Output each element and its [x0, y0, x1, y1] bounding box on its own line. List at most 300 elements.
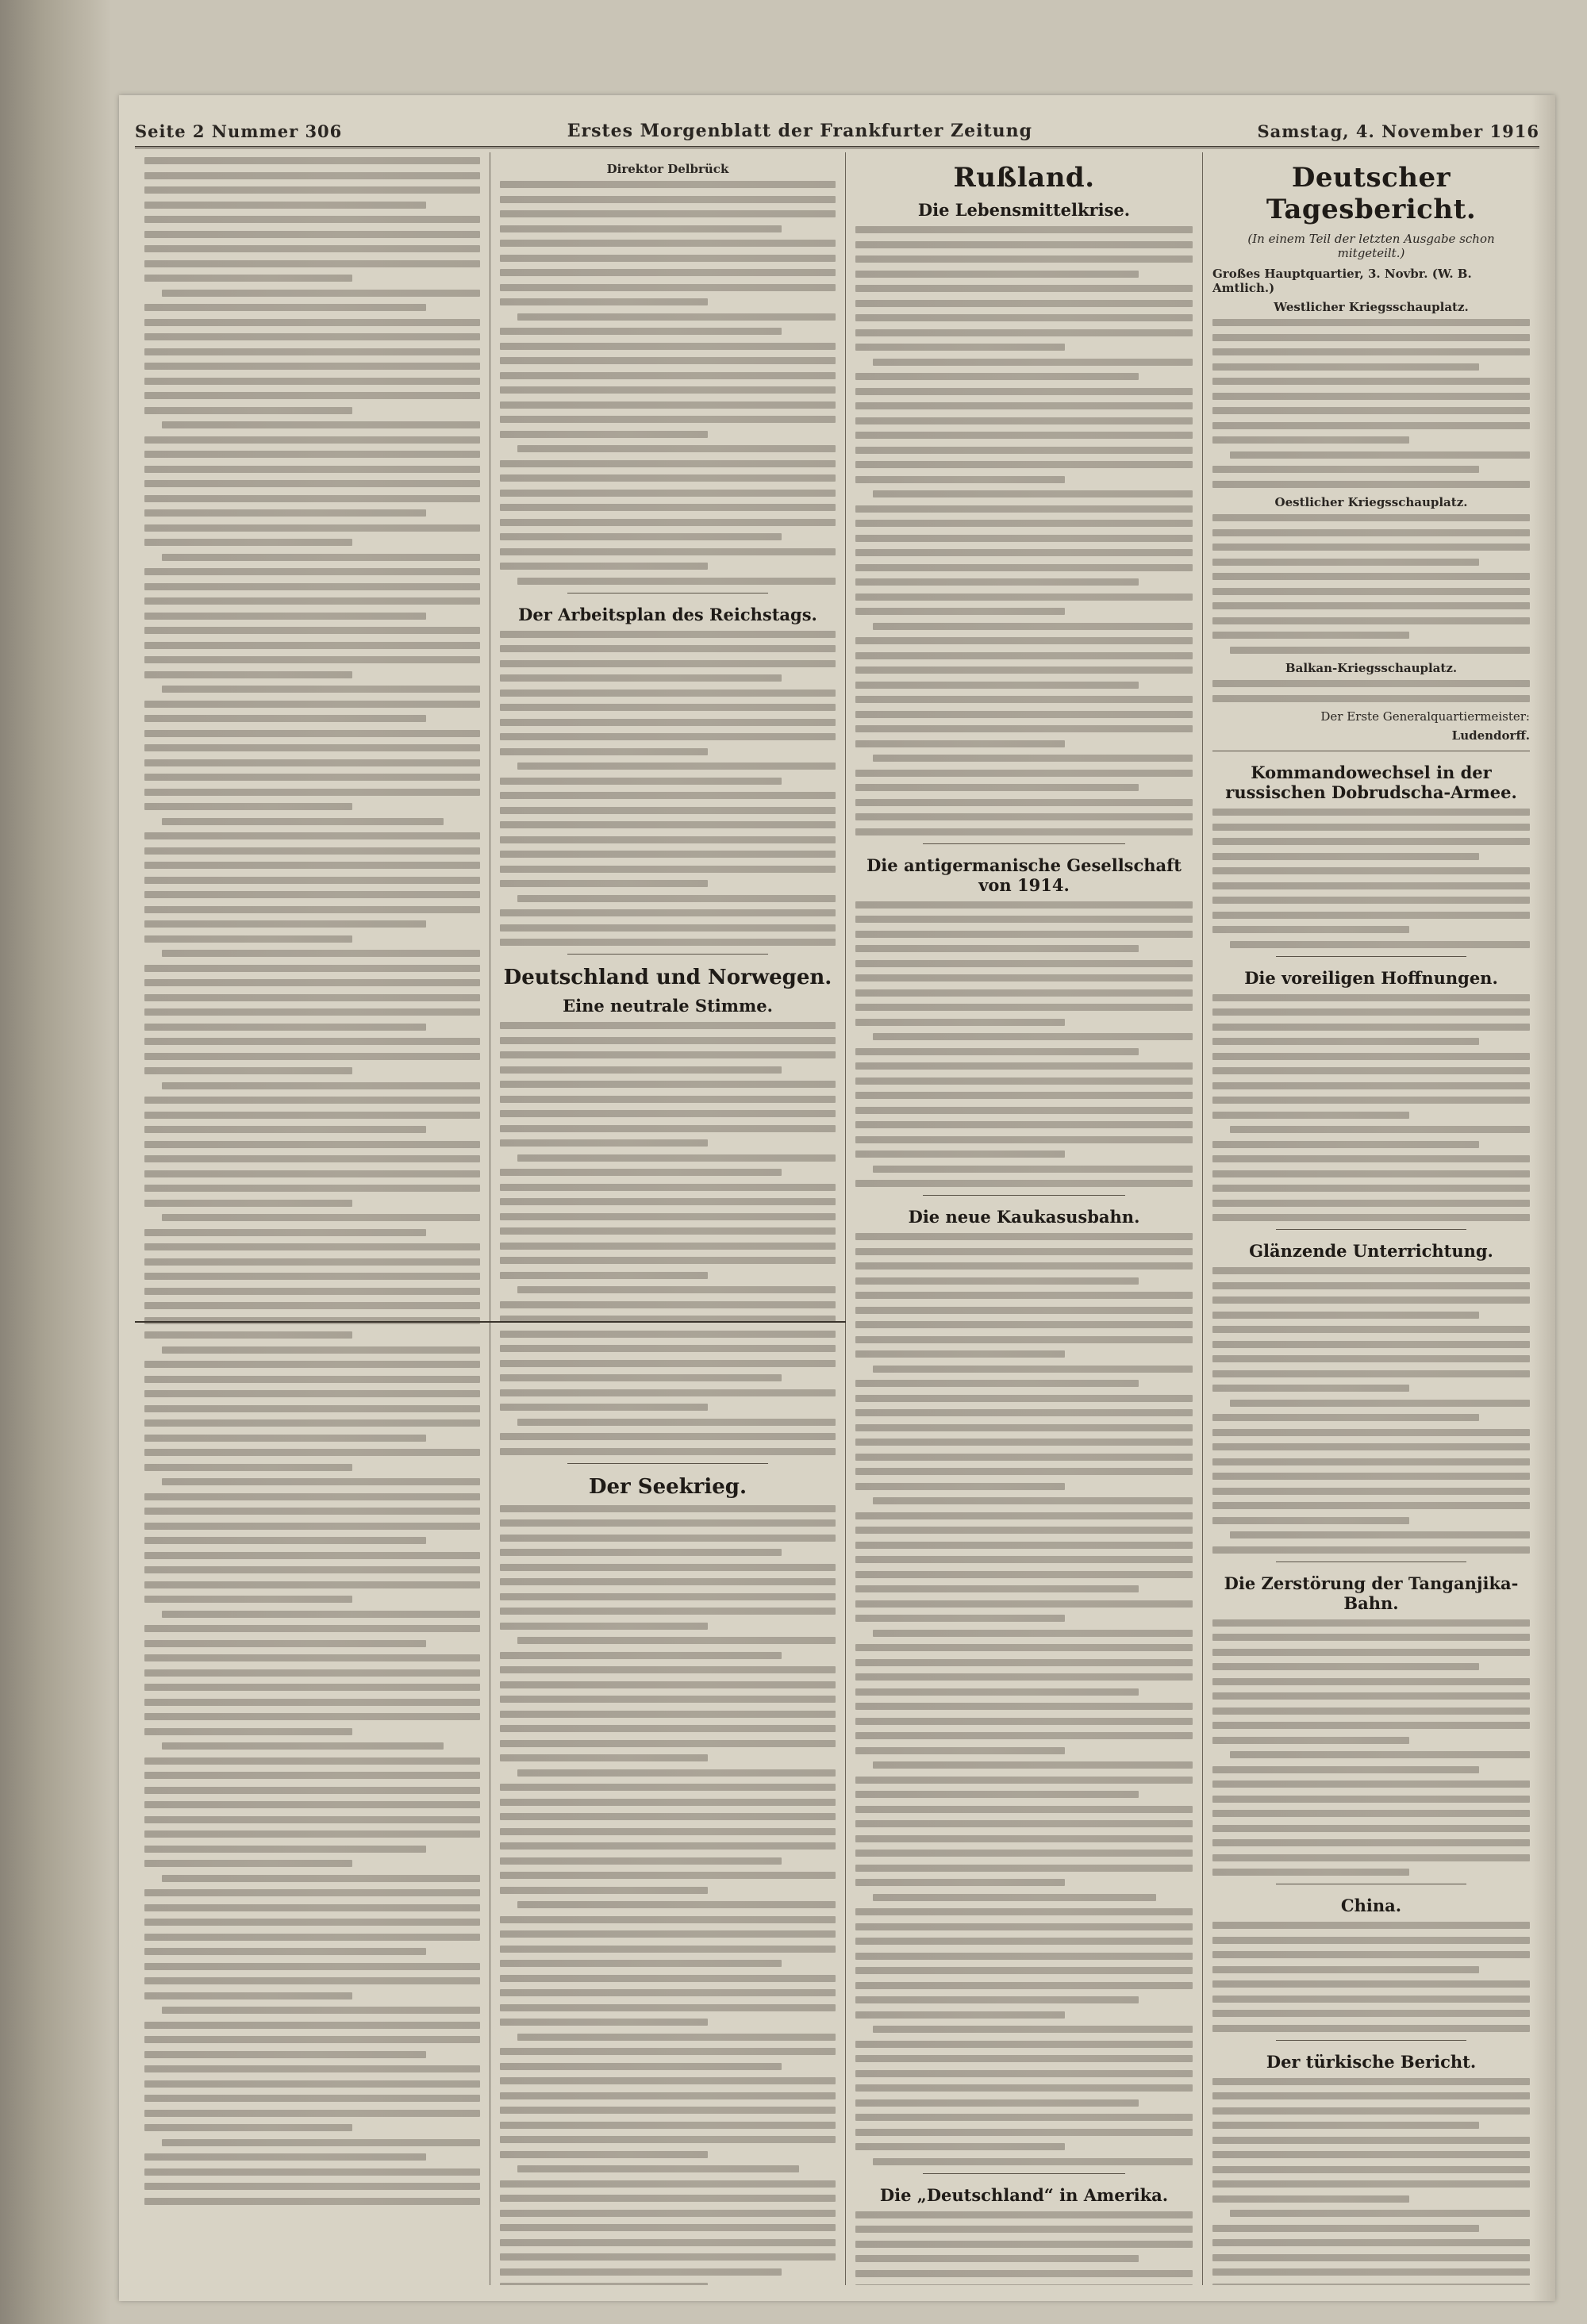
text-line — [855, 1336, 1193, 1343]
column-2-text-d — [500, 1505, 836, 2286]
text-line — [1212, 559, 1479, 566]
text-line — [855, 2143, 1065, 2150]
text-line — [144, 920, 426, 928]
text-line — [1212, 1951, 1530, 1958]
text-line — [855, 447, 1193, 454]
text-line — [855, 1233, 1193, 1240]
text-line — [500, 880, 708, 887]
text-line — [855, 682, 1139, 689]
book-binding-gutter — [0, 0, 111, 2324]
column-4-text-h — [1212, 1922, 1530, 2032]
text-line — [144, 2051, 426, 2058]
text-line — [144, 2022, 480, 2029]
text-line — [1212, 573, 1530, 580]
text-line — [1212, 1619, 1530, 1627]
text-line — [855, 1644, 1193, 1651]
text-line — [500, 1916, 836, 1923]
text-line — [144, 1699, 480, 1706]
divider — [1276, 2040, 1466, 2041]
text-line — [855, 1879, 1065, 1886]
text-line — [144, 583, 480, 590]
text-line — [500, 401, 836, 409]
text-line — [1230, 647, 1530, 654]
headline-tagesbericht: Deutscher Tagesbericht. — [1266, 162, 1477, 225]
text-line — [1212, 588, 1530, 595]
text-line — [500, 548, 836, 555]
text-line — [144, 407, 352, 414]
text-line — [144, 378, 480, 385]
text-line — [144, 759, 480, 766]
text-line — [1212, 1008, 1530, 1016]
text-line — [1212, 466, 1479, 473]
text-line — [500, 519, 836, 526]
text-line — [144, 1801, 480, 1808]
text-line — [144, 1449, 480, 1456]
text-line — [500, 2224, 836, 2231]
text-line — [1212, 2078, 1530, 2085]
headline-arbeitsplan: Der Arbeitsplan des Reichstags. — [518, 604, 817, 624]
text-line — [1212, 853, 1479, 860]
column-4-text-i — [1212, 2078, 1530, 2286]
text-line — [1212, 2166, 1530, 2173]
text-line — [162, 818, 444, 825]
text-line — [162, 1875, 480, 1882]
text-line — [1212, 2107, 1530, 2115]
text-line — [500, 416, 836, 423]
headline-kaukasusbahn: Die neue Kaukasusbahn. — [908, 1207, 1140, 1227]
text-line — [517, 445, 836, 452]
text-line — [855, 1865, 1193, 1872]
text-line — [144, 1435, 426, 1442]
text-line — [1212, 1796, 1530, 1803]
text-line — [517, 313, 836, 321]
text-line — [144, 275, 352, 282]
text-line — [855, 799, 1193, 806]
text-line — [500, 1519, 836, 1527]
text-line — [500, 1213, 836, 1220]
newspaper-page — [119, 95, 1555, 2301]
text-line — [1212, 422, 1530, 429]
text-line — [1212, 544, 1530, 551]
text-line — [1212, 1038, 1479, 1045]
text-line — [855, 1835, 1193, 1842]
text-line — [873, 623, 1193, 630]
text-line — [1230, 1751, 1530, 1758]
text-line — [855, 1092, 1193, 1099]
text-line — [1212, 680, 1530, 687]
divider — [923, 1195, 1125, 1196]
text-line — [500, 1754, 708, 1761]
text-line — [855, 1967, 1193, 1974]
text-line — [517, 1901, 836, 1908]
text-line — [855, 1982, 1193, 1989]
text-line — [500, 1652, 782, 1659]
text-line — [855, 711, 1193, 718]
text-line — [517, 1637, 836, 1644]
text-line — [144, 539, 352, 546]
text-line — [855, 2270, 1193, 2277]
text-line — [500, 1066, 782, 1074]
text-line — [1212, 1267, 1530, 1274]
text-line — [500, 631, 836, 638]
text-line — [1212, 1780, 1530, 1788]
column-3-text-a — [855, 226, 1193, 835]
column-2 — [490, 152, 846, 2285]
text-line — [500, 1125, 836, 1132]
text-line — [144, 157, 480, 164]
text-line — [855, 1483, 1065, 1490]
headline-voreilige-hoffnungen: Die voreiligen Hoffnungen. — [1244, 967, 1498, 988]
text-line — [1212, 2254, 1530, 2261]
text-line — [500, 690, 836, 697]
text-line — [1212, 514, 1530, 521]
text-line — [144, 1684, 480, 1691]
text-line — [1212, 632, 1409, 639]
text-line — [500, 1198, 836, 1205]
text-line — [144, 2198, 480, 2205]
text-line — [855, 2255, 1139, 2262]
subhead-oestlicher-kriegsschauplatz: Oestlicher Kriegsschauplatz. — [1274, 495, 1468, 509]
text-line — [144, 906, 480, 913]
text-line — [500, 909, 836, 916]
newspaper-title: Erstes Morgenblatt der Frankfurter Zeitung — [567, 121, 1033, 141]
text-line — [855, 2211, 1193, 2218]
text-line — [500, 196, 836, 203]
text-line — [1212, 809, 1530, 816]
headline-antigermanische-gesellschaft: Die antigermanische Gesellschaft von 1914. — [867, 855, 1182, 895]
text-line — [500, 343, 836, 350]
text-line — [855, 2241, 1193, 2248]
text-line — [855, 637, 1193, 644]
text-line — [500, 1389, 836, 1396]
text-line — [500, 1608, 836, 1615]
text-line — [1212, 1517, 1409, 1524]
text-line — [1212, 882, 1530, 889]
headline-kommandowechsel: Kommandowechsel in der russischen Dobrudscha-Armee. — [1225, 763, 1517, 802]
text-line — [1212, 1312, 1479, 1319]
text-line — [1212, 1053, 1530, 1060]
text-line — [1212, 1980, 1530, 1988]
text-line — [500, 778, 782, 785]
text-line — [144, 451, 480, 458]
text-line — [144, 1640, 426, 1647]
text-line — [500, 2195, 836, 2202]
text-line — [855, 2099, 1139, 2107]
text-line — [1212, 1443, 1530, 1450]
text-line — [1212, 1296, 1530, 1304]
text-line — [144, 1317, 480, 1324]
text-line — [144, 1889, 480, 1896]
text-line — [1212, 926, 1409, 933]
text-line — [1212, 1155, 1530, 1162]
text-line — [500, 1404, 708, 1411]
text-line — [144, 862, 480, 869]
text-line — [500, 1345, 836, 1352]
column-3-text-c — [855, 1233, 1193, 2165]
text-line — [855, 828, 1193, 835]
text-line — [855, 608, 1065, 615]
text-line — [1212, 1082, 1530, 1089]
text-line — [500, 1740, 836, 1747]
text-line — [1212, 1937, 1530, 1944]
text-line — [855, 1806, 1193, 1813]
text-line — [1212, 1810, 1530, 1817]
text-line — [144, 979, 480, 986]
column-1-text-upper — [144, 157, 480, 2205]
text-line — [162, 950, 480, 957]
text-line — [855, 1938, 1193, 1945]
text-line — [144, 216, 480, 223]
text-line — [855, 1512, 1193, 1519]
text-line — [162, 421, 480, 428]
text-line — [1212, 334, 1530, 341]
text-line — [162, 2007, 480, 2014]
text-line — [517, 2034, 836, 2041]
text-line — [500, 1946, 836, 1953]
text-line — [500, 386, 836, 394]
text-line — [873, 755, 1193, 762]
text-line — [1212, 897, 1530, 904]
text-line — [873, 1166, 1193, 1173]
text-line — [855, 1077, 1193, 1085]
text-line — [500, 704, 836, 711]
text-line — [500, 2122, 836, 2129]
text-line — [500, 1037, 836, 1044]
text-line — [855, 285, 1193, 292]
tagesbericht-note: (In einem Teil der letzten Ausgabe schon mitgeteilt.) — [1247, 232, 1495, 260]
text-line — [1212, 1854, 1530, 1861]
divider — [567, 954, 769, 955]
text-line — [144, 1493, 480, 1500]
text-line — [162, 1214, 480, 1221]
text-line — [144, 363, 480, 370]
text-line — [500, 866, 836, 873]
subheadline-neutrale-stimme: Eine neutrale Stimme. — [563, 996, 773, 1016]
text-line — [144, 1288, 480, 1295]
headline-glaenzende-unterrichtung: Glänzende Unterrichtung. — [1249, 1241, 1493, 1261]
text-line — [144, 186, 480, 194]
text-line — [1212, 1869, 1409, 1876]
text-line — [500, 836, 836, 843]
text-line — [1212, 695, 1530, 702]
text-line — [855, 1107, 1193, 1114]
text-line — [144, 1112, 480, 1119]
text-line — [1212, 1649, 1530, 1656]
text-line — [144, 832, 480, 839]
text-columns — [135, 152, 1539, 2285]
headline-tanganjika-bahn: Die Zerstörung der Tanganjika-Bahn. — [1224, 1573, 1519, 1613]
text-line — [500, 1301, 836, 1308]
text-line — [855, 2284, 1193, 2285]
text-line — [500, 1711, 836, 1718]
text-line — [855, 564, 1193, 571]
text-line — [500, 939, 836, 946]
text-line — [144, 260, 480, 267]
text-line — [144, 1757, 480, 1765]
text-line — [500, 1930, 836, 1938]
text-line — [855, 784, 1139, 791]
text-line — [162, 686, 480, 693]
text-line — [500, 474, 836, 482]
text-line — [500, 851, 836, 858]
text-line — [162, 1082, 480, 1089]
text-line — [1212, 2122, 1479, 2129]
feuilleton-divider — [135, 1321, 846, 1323]
text-line — [855, 344, 1065, 351]
text-line — [162, 1611, 480, 1618]
text-line — [517, 895, 836, 902]
text-line — [144, 1258, 480, 1266]
text-line — [855, 1121, 1193, 1128]
text-line — [855, 1996, 1139, 2003]
divider — [567, 1463, 769, 1464]
text-line — [873, 490, 1193, 497]
text-line — [1212, 436, 1409, 444]
text-line — [144, 231, 480, 238]
text-line — [162, 1478, 480, 1485]
text-line — [144, 1024, 426, 1031]
text-line — [1230, 941, 1530, 948]
text-line — [500, 748, 708, 755]
text-line — [855, 2070, 1193, 2077]
text-line — [500, 298, 708, 305]
text-line — [855, 2129, 1193, 2136]
text-line — [1212, 378, 1530, 385]
headline-deutschland-amerika: Die „Deutschland“ in Amerika. — [879, 2184, 1169, 2205]
column-2-text-b — [500, 631, 836, 947]
text-line — [500, 1725, 836, 1732]
text-line — [855, 417, 1193, 424]
headline-china: China. — [1340, 1896, 1402, 1915]
text-line — [144, 935, 352, 943]
text-line — [1212, 1458, 1530, 1465]
text-line — [500, 792, 836, 799]
headline-russland: Rußland. — [953, 162, 1095, 194]
text-line — [500, 1578, 836, 1585]
text-line — [500, 533, 782, 540]
text-line — [855, 1953, 1193, 1960]
text-line — [855, 1062, 1193, 1070]
text-line — [873, 1761, 1193, 1769]
text-line — [1230, 451, 1530, 459]
text-line — [144, 1038, 480, 1045]
text-line — [500, 1872, 836, 1879]
text-line — [144, 701, 480, 708]
text-line — [1212, 1663, 1479, 1670]
text-line — [1212, 1097, 1530, 1104]
text-line — [144, 1772, 480, 1779]
text-line — [855, 520, 1193, 527]
text-line — [1212, 481, 1530, 488]
text-line — [144, 1669, 480, 1677]
text-line — [144, 1552, 480, 1559]
text-line — [500, 1828, 836, 1835]
text-line — [855, 1527, 1193, 1534]
text-line — [1230, 2210, 1530, 2217]
text-line — [500, 1857, 782, 1865]
text-line — [855, 549, 1193, 556]
text-line — [855, 505, 1193, 513]
text-line — [1212, 1414, 1479, 1421]
text-line — [1212, 1282, 1530, 1289]
text-line — [500, 2019, 708, 2026]
text-line — [144, 1170, 480, 1177]
text-line — [500, 1960, 782, 1967]
text-line — [144, 1787, 480, 1794]
text-line — [144, 1977, 480, 1984]
text-line — [855, 1048, 1139, 1055]
text-line — [855, 300, 1193, 307]
text-line — [1230, 1400, 1530, 1407]
text-line — [162, 1742, 444, 1750]
text-line — [500, 1505, 836, 1512]
text-line — [1212, 348, 1530, 355]
text-line — [1212, 1966, 1479, 1973]
column-4 — [1203, 152, 1539, 2285]
text-line — [500, 1022, 836, 1029]
text-line — [144, 1934, 480, 1941]
text-line — [855, 696, 1193, 703]
text-line — [500, 1243, 836, 1250]
text-line — [855, 1791, 1139, 1798]
text-line — [144, 1596, 352, 1603]
text-line — [1212, 1067, 1530, 1074]
text-line — [144, 1948, 426, 1955]
text-line — [144, 1860, 352, 1867]
text-line — [500, 1110, 836, 1117]
text-line — [144, 568, 480, 575]
text-line — [144, 1713, 480, 1720]
text-line — [144, 1126, 426, 1133]
text-line — [855, 2084, 1193, 2092]
text-line — [855, 1777, 1193, 1784]
text-line — [144, 2095, 480, 2102]
text-line — [1212, 407, 1530, 414]
text-line — [855, 1673, 1193, 1681]
text-line — [500, 1666, 836, 1673]
text-line — [144, 1376, 480, 1383]
text-line — [144, 789, 480, 796]
text-line — [1212, 319, 1530, 326]
text-line — [855, 1703, 1193, 1710]
text-line — [855, 1380, 1139, 1387]
text-line — [855, 1585, 1139, 1592]
text-line — [144, 1992, 352, 1999]
text-line — [855, 1688, 1139, 1696]
text-line — [855, 1424, 1193, 1431]
text-line — [855, 1004, 1193, 1011]
text-line — [500, 1374, 782, 1381]
text-line — [144, 1229, 426, 1236]
text-line — [1212, 529, 1530, 536]
text-line — [144, 597, 480, 605]
text-line — [855, 402, 1193, 409]
divider — [1276, 1561, 1466, 1562]
text-line — [1212, 1112, 1409, 1119]
text-line — [855, 1292, 1193, 1299]
text-line — [500, 1257, 836, 1264]
text-line — [855, 1732, 1193, 1739]
text-line — [855, 1277, 1139, 1285]
text-line — [1212, 602, 1530, 609]
text-line — [1212, 1141, 1479, 1148]
divider — [923, 2173, 1125, 2174]
text-line — [855, 1307, 1193, 1314]
text-line — [500, 821, 836, 828]
text-line — [517, 763, 836, 770]
text-line — [144, 1846, 426, 1853]
text-line — [855, 1321, 1193, 1328]
